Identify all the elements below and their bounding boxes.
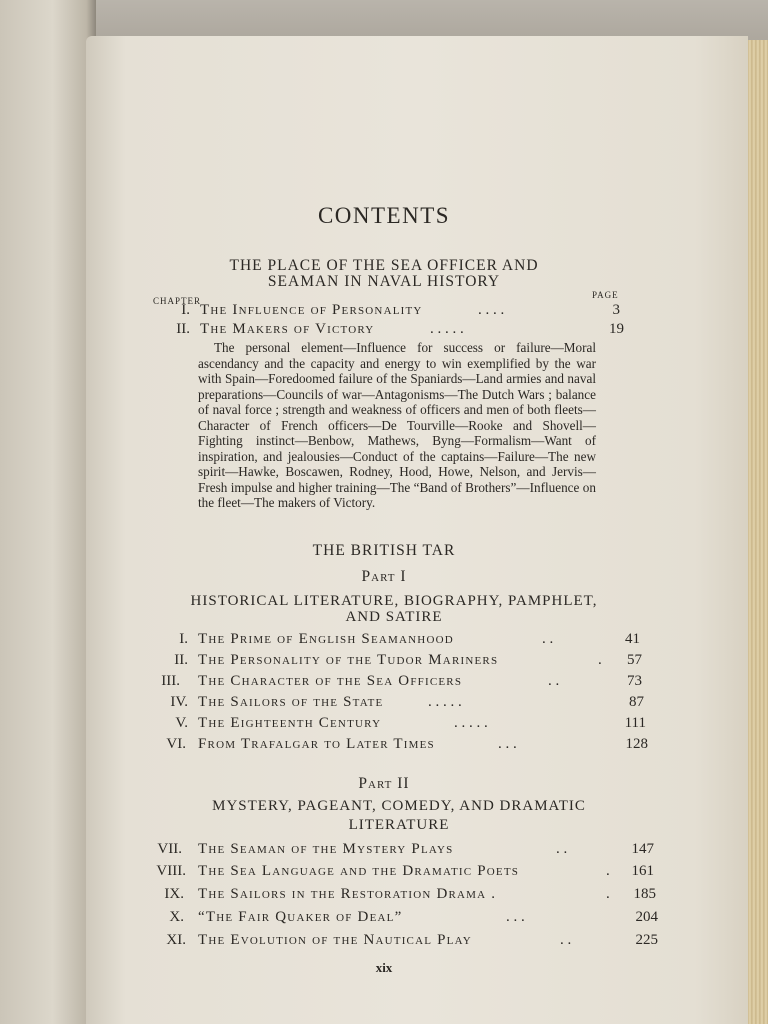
leader-dots: . . . xyxy=(506,909,525,925)
page-number: 41 xyxy=(625,631,640,647)
page-number: 87 xyxy=(629,694,644,710)
part1-heading-line1: HISTORICAL LITERATURE, BIOGRAPHY, PAMPHLET, xyxy=(190,593,598,609)
chapter-number: III. xyxy=(161,673,180,689)
toc-row[interactable] xyxy=(0,631,768,651)
toc-row[interactable] xyxy=(0,652,768,672)
chapter-title: The Influence of Personality xyxy=(200,302,423,318)
toc-row[interactable] xyxy=(0,932,768,952)
leader-dots: . . xyxy=(560,932,572,948)
chapter-title: The Seaman of the Mystery Plays xyxy=(198,841,454,857)
chapter-title: The Sailors of the State xyxy=(198,694,384,710)
leader-dots: . xyxy=(606,886,610,902)
leader-dots: . xyxy=(606,863,610,879)
chapter-number: II. xyxy=(176,321,190,337)
page-number: 225 xyxy=(635,932,658,948)
toc-row[interactable] xyxy=(0,302,768,322)
page-number: 161 xyxy=(631,863,654,879)
leader-dots: . . . . . xyxy=(428,694,462,710)
toc-row[interactable] xyxy=(0,736,768,756)
chapter-number: V. xyxy=(175,715,188,731)
leader-dots: . . . xyxy=(498,736,517,752)
toc-row[interactable] xyxy=(0,886,768,906)
leader-dots: . . . . . xyxy=(430,321,464,337)
toc-row[interactable] xyxy=(0,841,768,861)
leader-dots: . xyxy=(598,652,602,668)
page-number: 128 xyxy=(625,736,648,752)
toc-row[interactable] xyxy=(0,909,768,929)
toc-row[interactable] xyxy=(0,715,768,735)
leader-dots: . . . . xyxy=(478,302,505,318)
chapter-title: The Eighteenth Century xyxy=(198,715,382,731)
page-number: 19 xyxy=(609,321,624,337)
section1-heading-line2: SEAMAN IN NAVAL HISTORY xyxy=(267,273,501,290)
page-number: 111 xyxy=(624,715,646,731)
part1-heading-line2: AND SATIRE xyxy=(345,609,443,625)
page-number: 185 xyxy=(633,886,656,902)
chapter-title: “The Fair Quaker of Deal” xyxy=(198,909,403,925)
leader-dots: . . xyxy=(548,673,560,689)
chapter-number: II. xyxy=(174,652,188,668)
chapter-number: VI. xyxy=(166,736,186,752)
leader-dots: . . xyxy=(556,841,568,857)
chapter-summary: The personal element—Influence for success or failure—Moral ascendancy and the capacity and energy to win exemplified by the war with Spain—Foredoomed failure of the Spaniards—Land armies and naval preparations—Councils of war—Antagonisms—The Dutch Wars ; balance of naval force ; strength and weakness of officers and men of both fleets—Character of French officers—De Tourville—Rooke and Shovell—Fighting instinct—Benbow, Mathews, Byng—Formalism—Want of inspiration, and jealousies—Conduct of the captains—Failure—The new spirit—Hawke, Boscawen, Rodney, Hood, Howe, Nelson, and Jervis—Fresh impulse and higher training—The “Band of Brothers”—Influence on the fleet—The makers of Victory. xyxy=(198,340,596,510)
toc-row[interactable] xyxy=(0,673,768,693)
page-number: 204 xyxy=(635,909,658,925)
section2-heading: THE BRITISH TAR xyxy=(312,542,456,559)
chapter-title: The Personality of the Tudor Mariners xyxy=(198,652,499,668)
page-label: PAGE xyxy=(592,290,619,300)
chapter-number: I. xyxy=(179,631,188,647)
toc-row[interactable] xyxy=(0,694,768,714)
chapter-title: From Trafalgar to Later Times xyxy=(198,736,435,752)
chapter-title: The Evolution of the Nautical Play xyxy=(198,932,472,948)
leader-dots: . . xyxy=(542,631,554,647)
part2-heading-line1: MYSTERY, PAGEANT, COMEDY, AND DRAMATIC xyxy=(212,798,586,814)
chapter-number: VIII. xyxy=(156,863,186,879)
chapter-title: The Character of the Sea Officers xyxy=(198,673,463,689)
folio-page-number: xix xyxy=(375,960,393,975)
contents-title: CONTENTS xyxy=(317,203,451,228)
chapter-label: CHAPTER xyxy=(153,296,202,306)
chapter-number: IX. xyxy=(164,886,184,902)
chapter-title: The Sailors in the Restoration Drama . xyxy=(198,886,497,902)
toc-row[interactable] xyxy=(0,321,768,341)
chapter-title: The Sea Language and the Dramatic Poets xyxy=(198,863,520,879)
chapter-number: IV. xyxy=(170,694,188,710)
chapter-number: X. xyxy=(169,909,184,925)
leader-dots: . . . . . xyxy=(454,715,488,731)
page-number: 147 xyxy=(631,841,654,857)
chapter-number: I. xyxy=(181,302,190,318)
part2-label: Part II xyxy=(358,775,410,792)
chapter-title: The Makers of Victory xyxy=(200,321,375,337)
part1-label: Part I xyxy=(361,568,407,585)
page-number: 73 xyxy=(627,673,642,689)
toc-row[interactable] xyxy=(0,863,768,883)
chapter-number: XI. xyxy=(166,932,186,948)
section1-heading-line1: THE PLACE OF THE SEA OFFICER AND xyxy=(229,257,539,274)
chapter-title: The Prime of English Seamanhood xyxy=(198,631,454,647)
page-number: 57 xyxy=(627,652,642,668)
part2-heading-line2: LITERATURE xyxy=(348,817,450,833)
chapter-number: VII. xyxy=(157,841,182,857)
page-number: 3 xyxy=(612,302,620,318)
